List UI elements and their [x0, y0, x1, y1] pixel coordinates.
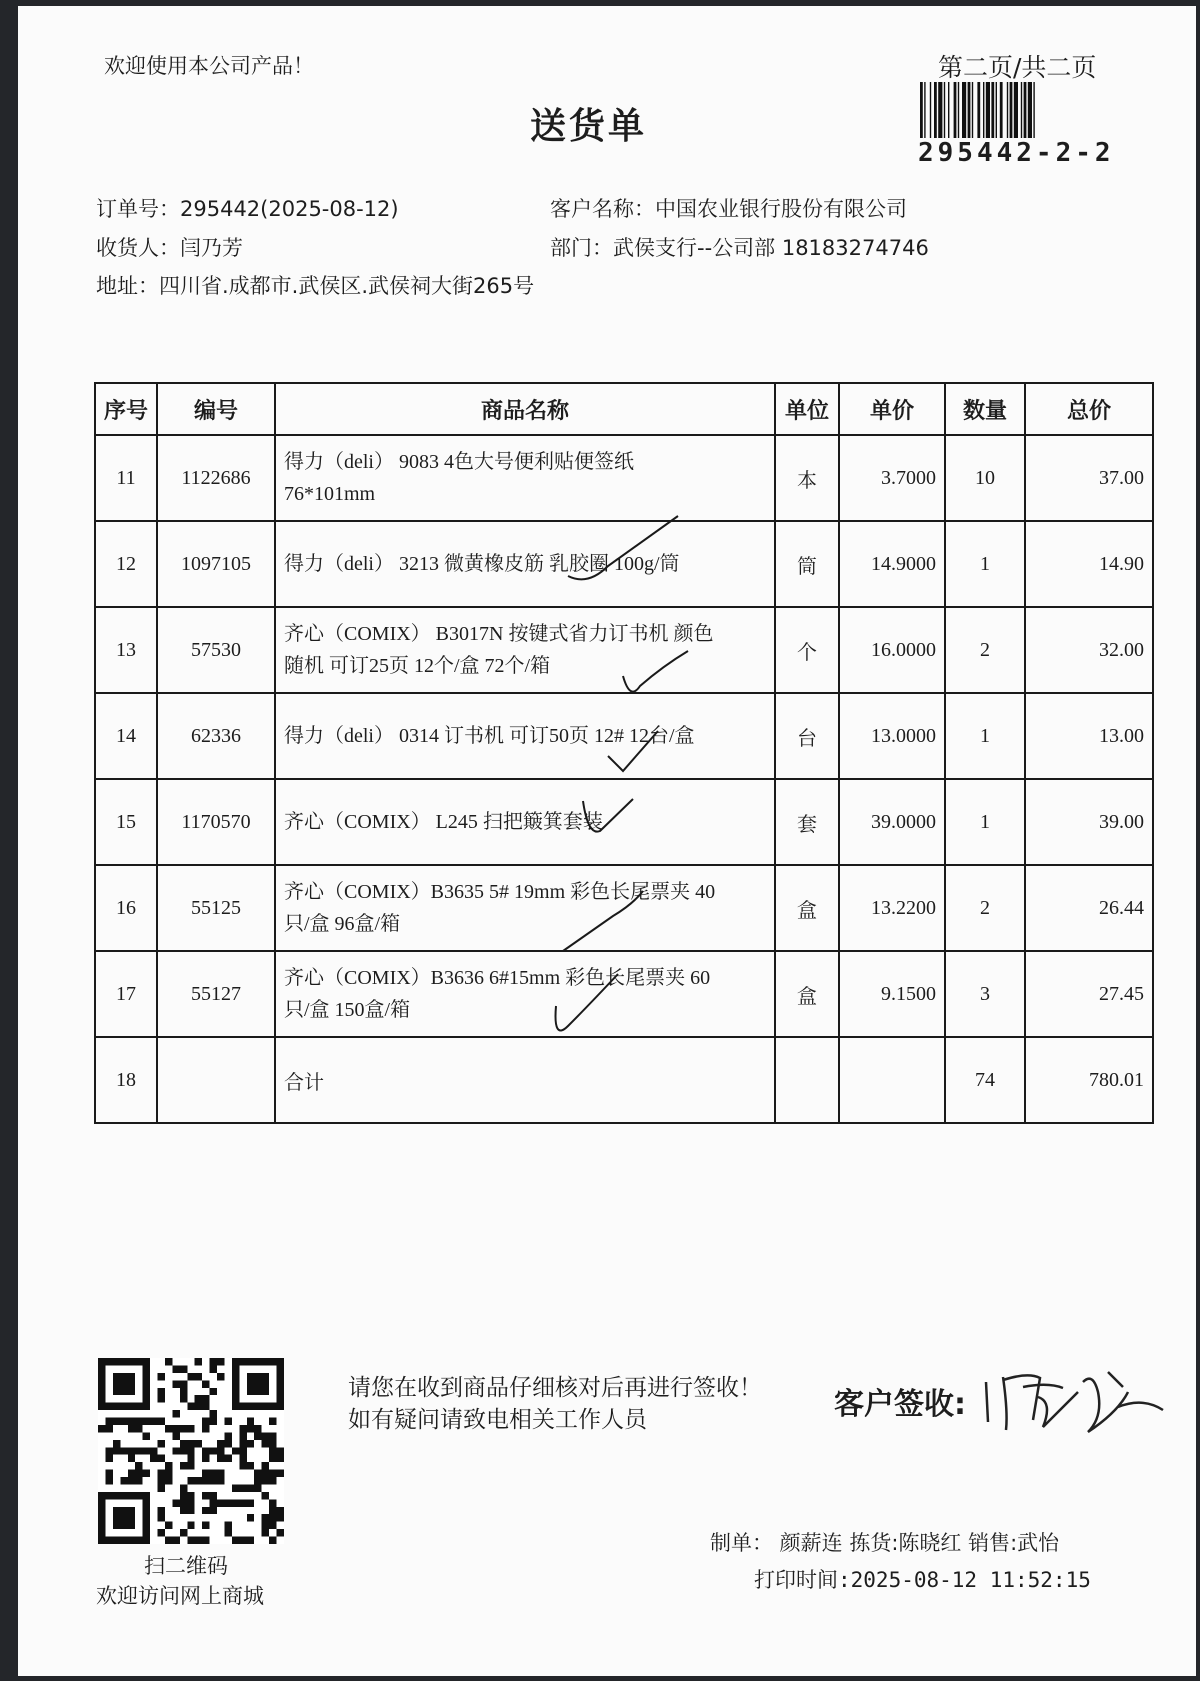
cell-price: 14.9000 — [839, 521, 945, 607]
address-field — [96, 270, 534, 300]
cell-qty: 1 — [945, 521, 1025, 607]
cell-name-line2: 随机 可订25页 12个/盒 72个/箱 — [284, 655, 551, 677]
cell-price — [839, 1037, 945, 1123]
department-value: 武侯支行--公司部 18183274746 — [613, 236, 929, 260]
department-label: 部门： — [550, 236, 613, 260]
cell-name — [275, 865, 775, 951]
address-value: 四川省.成都市.武侯区.武侯祠大街265号 — [159, 274, 535, 298]
cell-seq: 18 — [95, 1037, 157, 1123]
cell-price: 13.0000 — [839, 693, 945, 779]
cell-total: 13.00 — [1025, 693, 1153, 779]
cell-qty: 3 — [945, 951, 1025, 1037]
cell-name — [275, 435, 775, 521]
cell-seq: 17 — [95, 951, 157, 1037]
cell-code: 55127 — [157, 951, 275, 1037]
qr-label: 扫二维码 — [144, 1554, 228, 1578]
cell-name-line1: 齐心（COMIX）B3636 6#15mm 彩色长尾票夹 60 — [284, 967, 711, 989]
cell-name-line1: 齐心（COMIX）B3635 5# 19mm 彩色长尾票夹 40 — [284, 881, 716, 903]
signing-notice: 请您在收到商品仔细核对后再进行签收！如有疑问请致电相关工作人员 — [348, 1375, 762, 1433]
cell-name-line2: 只/盒 96盒/箱 — [284, 913, 401, 935]
cell-price: 16.0000 — [839, 607, 945, 693]
cell-total: 37.00 — [1025, 435, 1153, 521]
cell-code: 55125 — [157, 865, 275, 951]
summary-row — [95, 1037, 1153, 1123]
check-mark-icon — [548, 506, 688, 596]
page-indicator: 第二页/共二页 — [938, 53, 1097, 82]
cell-code: 57530 — [157, 607, 275, 693]
department-field — [550, 232, 929, 262]
check-mark-icon — [548, 966, 628, 1046]
check-mark-icon — [578, 796, 638, 846]
customer-name-label: 客户名称： — [550, 197, 655, 221]
receiver-label: 收货人： — [96, 236, 180, 260]
customer-sign-label: 客户签收: — [834, 1387, 966, 1422]
cell-name-line1: 齐心（COMIX） L245 扫把簸箕套装 — [284, 811, 603, 833]
cell-unit: 台 — [775, 693, 839, 779]
cell-seq: 14 — [95, 693, 157, 779]
cell-price: 9.1500 — [839, 951, 945, 1037]
cell-price: 3.7000 — [839, 435, 945, 521]
cell-unit: 盒 — [775, 951, 839, 1037]
customer-name-field — [550, 193, 907, 223]
cell-total: 14.90 — [1025, 521, 1153, 607]
delivery-note-page — [18, 6, 1196, 1676]
cell-total: 39.00 — [1025, 779, 1153, 865]
cell-name — [275, 521, 775, 607]
cell-total: 32.00 — [1025, 607, 1153, 693]
order-number-label: 订单号： — [96, 197, 180, 221]
cell-qty: 1 — [945, 779, 1025, 865]
cell-name-line1: 得力（deli） 3213 微黄橡皮筋 乳胶圈 100g/筒 — [284, 553, 680, 575]
header-unit: 单位 — [775, 383, 839, 435]
qr-code-image[interactable] — [98, 1358, 284, 1544]
cell-name-line1: 得力（deli） 0314 订书机 可订50页 12# 12台/盒 — [284, 725, 695, 747]
cell-code: 1097105 — [157, 521, 275, 607]
header-code: 编号 — [157, 383, 275, 435]
cell-seq: 11 — [95, 435, 157, 521]
qr-subtitle: 欢迎访问网上商城 — [96, 1584, 264, 1608]
cell-total: 27.45 — [1025, 951, 1153, 1037]
cell-total: 26.44 — [1025, 865, 1153, 951]
cell-unit: 盒 — [775, 865, 839, 951]
cell-unit — [775, 1037, 839, 1123]
cell-seq: 16 — [95, 865, 157, 951]
receiver-value: 闫乃芳 — [180, 236, 243, 260]
check-mark-icon — [618, 646, 698, 706]
summary-qty: 74 — [945, 1037, 1025, 1123]
cell-name-line1: 齐心（COMIX） B3017N 按键式省力订书机 颜色 — [284, 623, 714, 645]
order-number-value: 295442(2025-08-12) — [180, 197, 399, 221]
cell-name-line2: 只/盒 150盒/箱 — [284, 999, 411, 1021]
header-total: 总价 — [1025, 383, 1153, 435]
header-price: 单价 — [839, 383, 945, 435]
cell-code: 1170570 — [157, 779, 275, 865]
cell-name — [275, 779, 775, 865]
cell-name — [275, 607, 775, 693]
check-mark-icon — [558, 886, 648, 956]
receiver-field — [96, 232, 243, 262]
staff-info: 制单： 颜薪连 拣货:陈晓红 销售:武怡 — [710, 1531, 1060, 1555]
cell-seq: 12 — [95, 521, 157, 607]
cell-qty: 2 — [945, 865, 1025, 951]
cell-name — [275, 951, 775, 1037]
print-time: 打印时间:2025-08-12 11:52:15 — [754, 1568, 1091, 1592]
cell-unit: 筒 — [775, 521, 839, 607]
cell-qty: 10 — [945, 435, 1025, 521]
cell-name — [275, 693, 775, 779]
customer-signature-image — [978, 1352, 1168, 1442]
order-number-field — [96, 193, 399, 223]
cell-price: 13.2200 — [839, 865, 945, 951]
header-qty: 数量 — [945, 383, 1025, 435]
cell-unit: 本 — [775, 435, 839, 521]
header-name: 商品名称 — [275, 383, 775, 435]
cell-unit: 个 — [775, 607, 839, 693]
barcode-image — [918, 82, 1140, 138]
summary-total: 780.01 — [1025, 1037, 1153, 1123]
cell-name-line2: 76*101mm — [284, 483, 376, 505]
cell-unit: 套 — [775, 779, 839, 865]
summary-label: 合计 — [275, 1037, 775, 1123]
check-mark-icon — [603, 726, 663, 776]
cell-price: 39.0000 — [839, 779, 945, 865]
customer-name-value: 中国农业银行股份有限公司 — [655, 197, 907, 221]
address-label: 地址： — [96, 274, 159, 298]
greeting-text: 欢迎使用本公司产品！ — [104, 54, 314, 78]
cell-qty: 1 — [945, 693, 1025, 779]
header-seq: 序号 — [95, 383, 157, 435]
table-header-row — [95, 383, 1153, 435]
cell-seq: 15 — [95, 779, 157, 865]
document-title: 送货单 — [530, 106, 648, 147]
cell-seq: 13 — [95, 607, 157, 693]
cell-name-line1: 得力（deli） 9083 4色大号便利贴便签纸 — [284, 451, 634, 473]
barcode-number: 295442-2-2 — [918, 138, 1115, 168]
cell-qty: 2 — [945, 607, 1025, 693]
cell-code: 1122686 — [157, 435, 275, 521]
cell-code: 62336 — [157, 693, 275, 779]
cell-code — [157, 1037, 275, 1123]
